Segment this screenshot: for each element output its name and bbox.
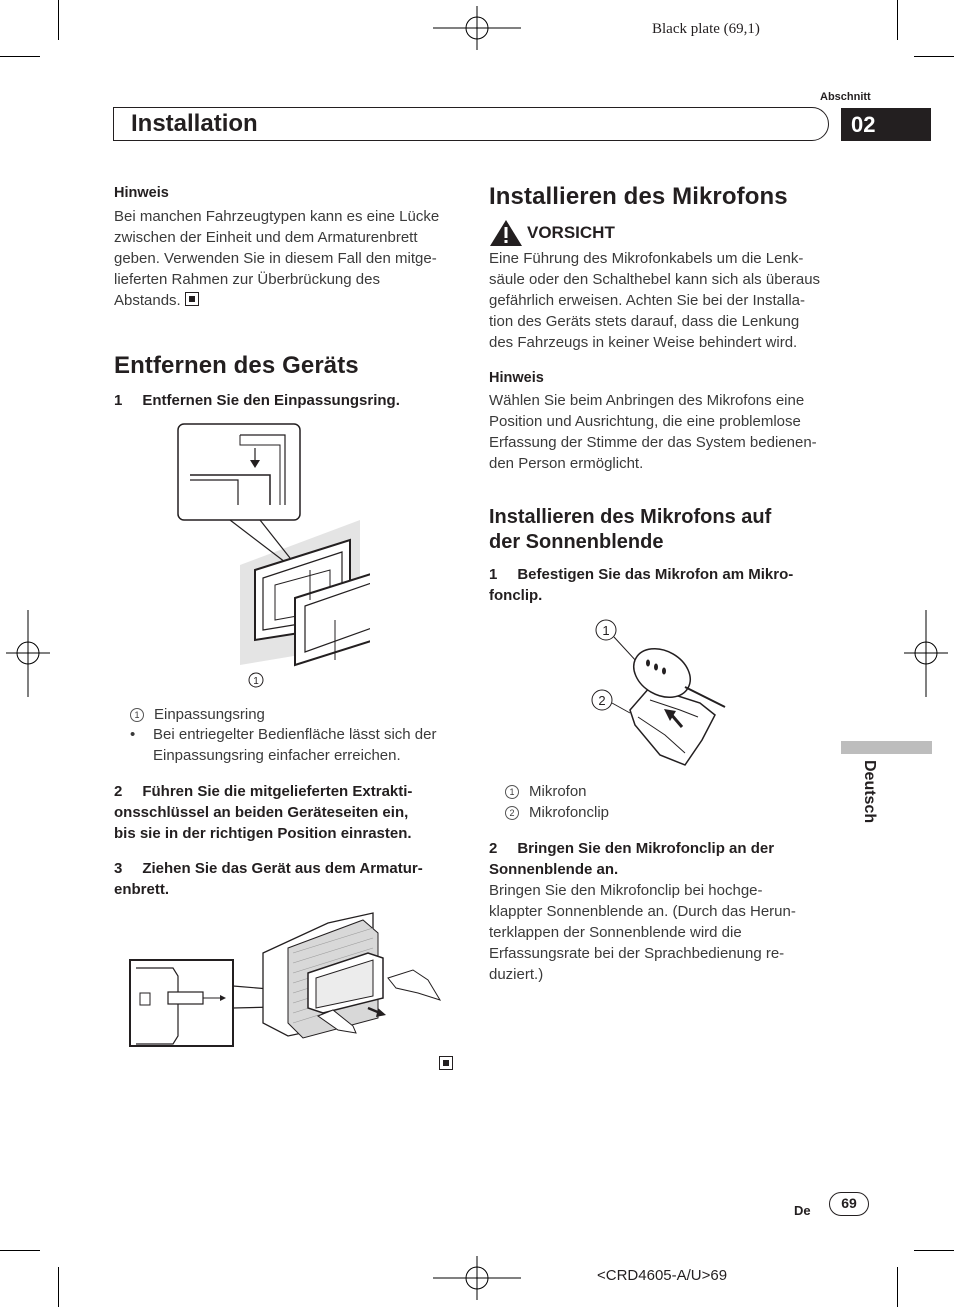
subheading-sonnenblende: Installieren des Mikrofons auf der Sonnenblende [489, 506, 772, 553]
heading-mikrofon: Installieren des Mikrofons [489, 183, 788, 210]
plate-label: Black plate (69,1) [652, 21, 760, 37]
right-legend: 1 Mikrofon 2 Mikrofonclip [505, 781, 609, 823]
right-step1: 1 Befestigen Sie das Mikrofon am Mikro- fonclip. [489, 566, 794, 604]
caution-label: VORSICHT [527, 223, 615, 242]
heading-entfernen: Entfernen des Geräts [114, 352, 359, 379]
footer-lang: De [794, 1203, 811, 1218]
right-hinweis-text: Wählen Sie beim Anbringen des Mikrofons eine Position und Ausrichtung, die eine problemlose Erfassung der Stimme der das System bedienen- den Person ermöglicht. [489, 392, 817, 472]
left-step2: 2 Führen Sie die mitgelieferten Extrakti- onsschlüssel an beiden Geräteseiten ein, bis sie in der richtigen Position einrasten. [114, 783, 413, 842]
warning-icon [489, 219, 523, 247]
side-tab-label: Deutsch [861, 760, 878, 824]
abschnitt-label: Abschnitt [820, 91, 871, 103]
figure-microphone-clip [590, 615, 735, 775]
section-number: 02 [841, 108, 931, 141]
section-title: Installation [131, 110, 258, 137]
end-mark-icon [439, 1056, 453, 1070]
left-step1: 1 Entfernen Sie den Einpassungsring. [114, 392, 400, 409]
right-hinweis-label: Hinweis [489, 370, 544, 386]
caution-text: Eine Führung des Mikrofonkabels um die Lenk- säule oder den Schalthebel kann sich als überaus gefährlich erweisen. Achten Sie bei der Installa- tion des Geräts stets darauf, dass die Lenkung des Fahrzeugs in keiner Weise behindert wird. [489, 250, 821, 351]
figure-callout-2: 2 [598, 693, 606, 708]
left-legend-1: 1 Einpassungsring [130, 704, 265, 725]
figure-trim-ring [170, 420, 370, 695]
figure-callout-1: 1 [253, 676, 259, 687]
left-bullet: • Bei entriegelter Bedienfläche lässt sich der Einpassungsring einfacher erreichen. [130, 726, 437, 764]
left-step3: 3 Ziehen Sie das Gerät aus dem Armatur- enbrett. [114, 860, 423, 898]
side-tab-bar [841, 741, 932, 754]
left-hinweis-text: Bei manchen Fahrzeugtypen kann es eine Lücke zwischen der Einheit und dem Armaturenbrett geben. Verwenden Sie in diesem Fall den mitge- lieferten Rahmen zur Überbrückung des Abstands. [114, 208, 440, 309]
figure-unit-removal [128, 908, 448, 1048]
end-mark-icon [185, 292, 199, 306]
footer-code: <CRD4605-A/U>69 [597, 1267, 728, 1284]
right-step2: 2 Bringen Sie den Mikrofonclip an der Sonnenblende an. [489, 840, 775, 878]
figure-callout-1: 1 [602, 623, 610, 638]
right-step2-text: Bringen Sie den Mikrofonclip bei hochge- klappter Sonnenblende an. (Durch das Herun- terklappen der Sonnenblende wird die Erfassungsrate bei der Sprachbedienung re- duziert.) [489, 882, 796, 983]
left-hinweis-label: Hinweis [114, 185, 169, 201]
page-number: 69 [829, 1192, 869, 1216]
left-end-mark [439, 1056, 453, 1074]
